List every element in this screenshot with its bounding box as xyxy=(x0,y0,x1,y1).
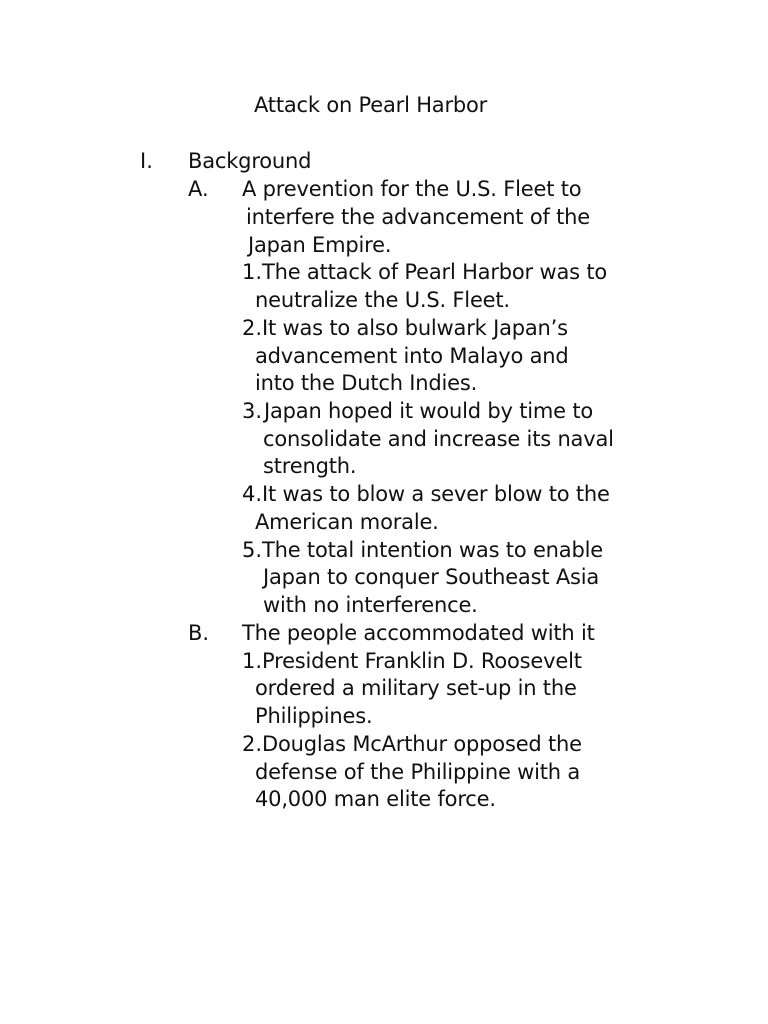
list-item-line: advancement into Malayo and xyxy=(255,344,569,368)
list-item-line: American morale. xyxy=(255,510,439,534)
list-item-line: defense of the Philippine with a xyxy=(255,760,581,784)
list-item-line: neutralize the U.S. Fleet. xyxy=(255,288,510,312)
list-item-line: Douglas McArthur opposed the xyxy=(262,732,582,756)
list-item-line: Japan to conquer Southeast Asia xyxy=(263,565,600,589)
list-item-line: with no interference. xyxy=(263,593,478,617)
subsection-a-line: Japan Empire. xyxy=(248,233,392,257)
list-item-marker: 3. xyxy=(242,399,263,423)
list-item-line: strength. xyxy=(263,454,357,478)
subsection-a-marker: A. xyxy=(188,177,209,201)
page-title: Attack on Pearl Harbor xyxy=(254,93,488,117)
list-item-line: The attack of Pearl Harbor was to xyxy=(262,260,608,284)
list-item-line: 40,000 man elite force. xyxy=(255,787,496,811)
list-item-line: Philippines. xyxy=(255,704,373,728)
subsection-a-line: interfere the advancement of the xyxy=(246,205,590,229)
list-item-marker: 4. xyxy=(242,482,263,506)
list-item-line: into the Dutch Indies. xyxy=(255,371,478,395)
list-item-marker: 1. xyxy=(242,649,263,673)
list-item-marker: 2. xyxy=(242,732,263,756)
list-item-line: The total intention was to enable xyxy=(262,538,603,562)
list-item-line: Japan hoped it would by time to xyxy=(264,399,594,423)
list-item-line: It was to also bulwark Japan’s xyxy=(262,316,568,340)
subsection-a-line: A prevention for the U.S. Fleet to xyxy=(242,177,582,201)
section-title: Background xyxy=(188,149,312,173)
list-item-line: President Franklin D. Roosevelt xyxy=(262,649,582,673)
list-item-line: consolidate and increase its naval xyxy=(263,427,614,451)
list-item-line: ordered a military set-up in the xyxy=(255,676,577,700)
subsection-b-line: The people accommodated with it xyxy=(242,621,595,645)
subsection-b-marker: B. xyxy=(188,621,210,645)
list-item-marker: 5. xyxy=(242,538,263,562)
list-item-marker: 1. xyxy=(242,260,263,284)
list-item-line: It was to blow a sever blow to the xyxy=(262,482,610,506)
list-item-marker: 2. xyxy=(242,316,263,340)
section-marker: I. xyxy=(140,149,153,173)
